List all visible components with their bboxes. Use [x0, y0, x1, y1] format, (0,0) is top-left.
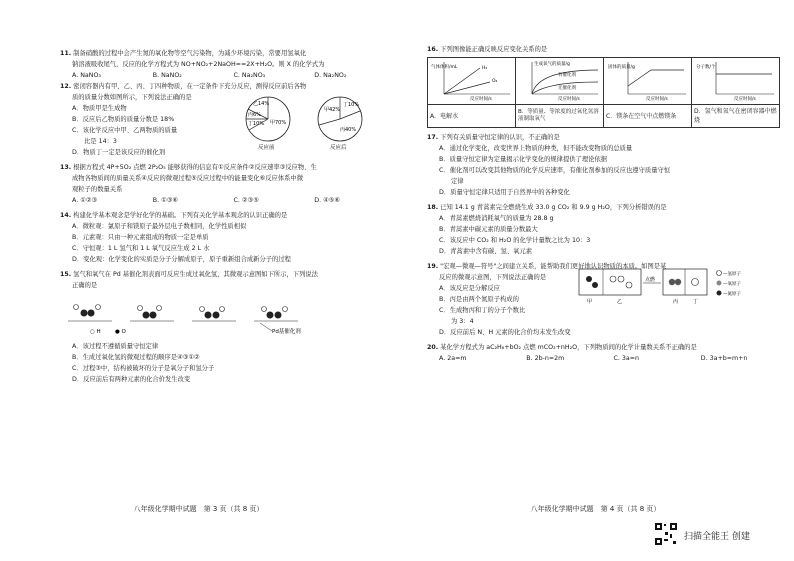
q18-a: A．青蒿素燃烧消耗氧气的质量为 28.8 g	[439, 215, 554, 222]
right-page	[397, 0, 794, 561]
q13-options: A. ①②③ B. ①③⑥ C. ②③⑤ D. ④⑤⑥	[72, 197, 341, 204]
q12-pie-charts	[240, 89, 380, 151]
q16-graph-d	[694, 58, 778, 102]
pie2-label-jia: 甲42%	[324, 107, 341, 113]
q19-line2: 反应的微观示意图，下列说法正确的是	[439, 274, 547, 281]
pie-before	[246, 97, 290, 151]
g4-xlabel: 反应时间/s	[733, 97, 756, 102]
g2-ylabel: 生成氧气的质量/g	[533, 62, 570, 67]
g1-ylabel: 气体体积/mL	[430, 65, 457, 70]
reaction-condition: 点燃	[645, 277, 656, 283]
q19-b: B．丙是由两个氮原子构成的	[439, 296, 519, 303]
pie2-label-ding: 丁10%	[343, 102, 360, 108]
q19-reaction-diagram	[577, 267, 767, 309]
g4-ylabel: 分子数/个	[695, 65, 716, 70]
g1-xlabel: 反应时间/s	[469, 97, 492, 102]
q11-line1: 11. 制备硝酸的过程中会产生氮的氧化物等空气污染物，为减少环境污染，常要用氢氧化	[60, 50, 307, 57]
q13-line1: 13. 根据方程式 4P+5O₂ 点燃 2P₂O₅ 能够获得的信息有①反应条件②反应速率③反应物、生	[60, 164, 317, 171]
q13-line2: 成物各物质间的质量关系④反应的微观过程⑤反应过程中的能量变化⑥反应体系中微	[72, 175, 304, 182]
box-jia: 甲	[587, 299, 593, 305]
scanner-watermark: 扫描全能王 创建	[684, 532, 750, 542]
pie2-caption: 反应后	[330, 145, 347, 151]
q15-b: B．生成过氧化氢的微观过程的顺序是④③①②	[72, 354, 200, 361]
g1-curve-o2: O₂	[491, 79, 497, 84]
q16-graph-c	[606, 58, 690, 102]
pie1-label-ding: 丁10%	[248, 121, 265, 127]
q17-line1: 17. 下列有关质量守恒定律的认识，不正确的是	[427, 134, 560, 141]
qr-code-icon	[654, 522, 678, 546]
q15-a: A．该过程不遵循质量守恒定律	[72, 343, 159, 350]
legend-nitrogen: —氮原子	[723, 292, 741, 297]
left-footer: 八年级化学期中试题 第 3 页（共 8 页）	[133, 505, 264, 513]
q18-line1: 18. 已知 14.1 g 青蒿素完全燃烧生成 33.0 g CO₂ 和 9.9 g H₂O，下列分析错误的是	[427, 204, 667, 211]
q18-d: D．青蒿素中含有碳、氢、氧元素	[439, 248, 533, 255]
q15-line1: 15. 氢气和氧气在 Pd 基催化剂表面可反应生成过氧化氢，其微观示意图如下所示，下列说法	[60, 271, 318, 278]
q16-graph-b	[518, 58, 602, 102]
q12-a: A．物质甲是生成物	[72, 105, 127, 112]
q12-c: C．该化学反应中甲、乙两物质的质量	[72, 127, 178, 134]
g3-xlabel: 反应时间/s	[645, 97, 668, 102]
q12-c2: 比是 14：3	[84, 138, 117, 145]
pie1-caption: 反应前	[258, 145, 275, 151]
legend-oxygen: —氧原子	[723, 282, 741, 287]
pie1-label-bing: 丙6%	[248, 112, 261, 118]
g1-curve-h2: H₂	[481, 66, 487, 71]
q17-c2: 定律	[451, 178, 464, 185]
q11-line2: 钠溶液吸收尾气，反应的化学方程式为 NO+NO₂+2NaOH==2X+H₂O。则 X 的化学式为	[72, 61, 325, 68]
q20-options: A. 2a=m B. 2b-n=2m C. 3a=n D. 3a+b=m+n	[439, 355, 748, 362]
q19-a: A．该反应是分解反应	[439, 285, 500, 292]
q12-d: D．物质丁一定是该反应的催化剂	[72, 149, 166, 156]
q17-c: C．催化剂可以改变其他物质的化学反应速率，有催化剂参加的反应也遵守质量守恒	[439, 167, 671, 174]
g2-curve-cat: 有催化剂	[557, 73, 576, 78]
q15-line2: 正确的是	[72, 282, 98, 289]
q16-line1: 16. 下列图像能正确反映反应变化关系的是	[427, 46, 548, 53]
q17-d: D．质量守恒定律只适用于自然界中的各种变化	[439, 189, 570, 196]
pie2-label-bing: 丙40%	[340, 127, 357, 133]
q16-table	[427, 57, 780, 128]
q17-b: B．质量守恒定律为定量揭示化学变化的规律提供了理论依据	[439, 156, 608, 163]
q18-b: B．青蒿素中碳元素的质量分数最大	[439, 226, 538, 233]
q14-c: C．守恒观：1 L 氢气和 1 L 氧气反应生成 2 L 水	[72, 245, 210, 252]
q16-option-d: D．氢气和氧气在密闭容器中燃烧	[692, 105, 780, 128]
legend-hydrogen: —氢原子	[723, 272, 741, 277]
q12-line1: 12. 密闭容器内有甲、乙、丙、丁四种物质，在一定条件下充分反应，测得反应前后各物	[60, 83, 307, 90]
q15-d: D．反应前后有两种元素的化合价发生改变	[72, 376, 191, 383]
q17-a: A．通过化学变化，改变世界上物质的种类，但不能改变物质的总质量	[439, 145, 633, 152]
q16-option-b: B．等质量、等浓度的过氧化氢溶液制取氧气	[516, 105, 604, 128]
q14-b: B．元素观：只由一种元素组成的物质一定是单质	[72, 234, 209, 241]
q11-options: A. NaNO₃ B. NaNO₂ C. Na₂NO₃ D. Na₂NO₂	[72, 72, 347, 79]
q12-line2: 质的质量分数如图所示，下列说法正确的是	[72, 94, 192, 101]
g2-xlabel: 反应时间/s	[557, 97, 580, 102]
legend-o: ● O	[115, 329, 126, 335]
q15-micro-diagram	[60, 291, 360, 341]
g3-ylabel: 固体的质量/g	[607, 65, 635, 70]
q19-c2: 为 3：4	[451, 318, 474, 325]
box-bing: 丙	[673, 299, 679, 305]
q16-option-a: A．电解水	[428, 105, 516, 128]
q20-line1: 20. 某化学方程式为 aC₂H₆+bO₂ 点燃 mCO₂+nH₂O，下列物质间的化学计量数关系不正确的是	[427, 344, 697, 351]
q19-c: C．生成物丙和丁的分子个数比	[439, 307, 526, 314]
g2-curve-nocat: 无催化剂	[557, 86, 576, 91]
q19-line1: 19. "宏观—微观—符号"之间建立关系，能帮助我们更好地认识物质的本质。如图是某	[427, 263, 667, 270]
legend-h: ○ H	[90, 329, 101, 335]
q19-d: D．反应前后 N、H 元素的化合价均未发生改变	[439, 329, 571, 336]
q16-option-c: C．镁条在空气中点燃镁条	[604, 105, 692, 128]
pie1-label-yi: 乙14%	[253, 101, 270, 107]
q12-block	[60, 103, 387, 158]
q14-line1: 14. 构建化学基本观念是学好化学的基础。下列有关化学基本观念的认识正确的是	[60, 212, 288, 219]
q14-d: D．变化观：化学变化的实质是分子分解成原子，原子重新组合成新分子的过程	[72, 256, 291, 263]
pie1-label-jia: 甲70%	[270, 120, 287, 126]
q14-a: A．微粒观：氯原子和镁原子最外层电子数相同，化学性质相似	[72, 223, 247, 230]
q15-c: C．过程③中，结构被破坏的分子是氧分子和氢分子	[72, 365, 215, 372]
box-ding: 丁	[693, 299, 699, 305]
catalyst-label: Pd基催化剂	[272, 329, 301, 335]
box-yi: 乙	[617, 299, 623, 305]
pie-after	[318, 97, 362, 151]
right-footer: 八年级化学期中试题 第 4 页（共 8 页）	[530, 505, 661, 513]
q12-b: B．反应后乙物质的质量分数是 18%	[72, 116, 175, 123]
q16-graph-a	[430, 58, 514, 102]
q18-c: C．该反应中 CO₂ 和 H₂O 的化学计量数之比为 10：3	[439, 237, 591, 244]
q13-line3: 观粒子的数量关系	[72, 186, 123, 193]
